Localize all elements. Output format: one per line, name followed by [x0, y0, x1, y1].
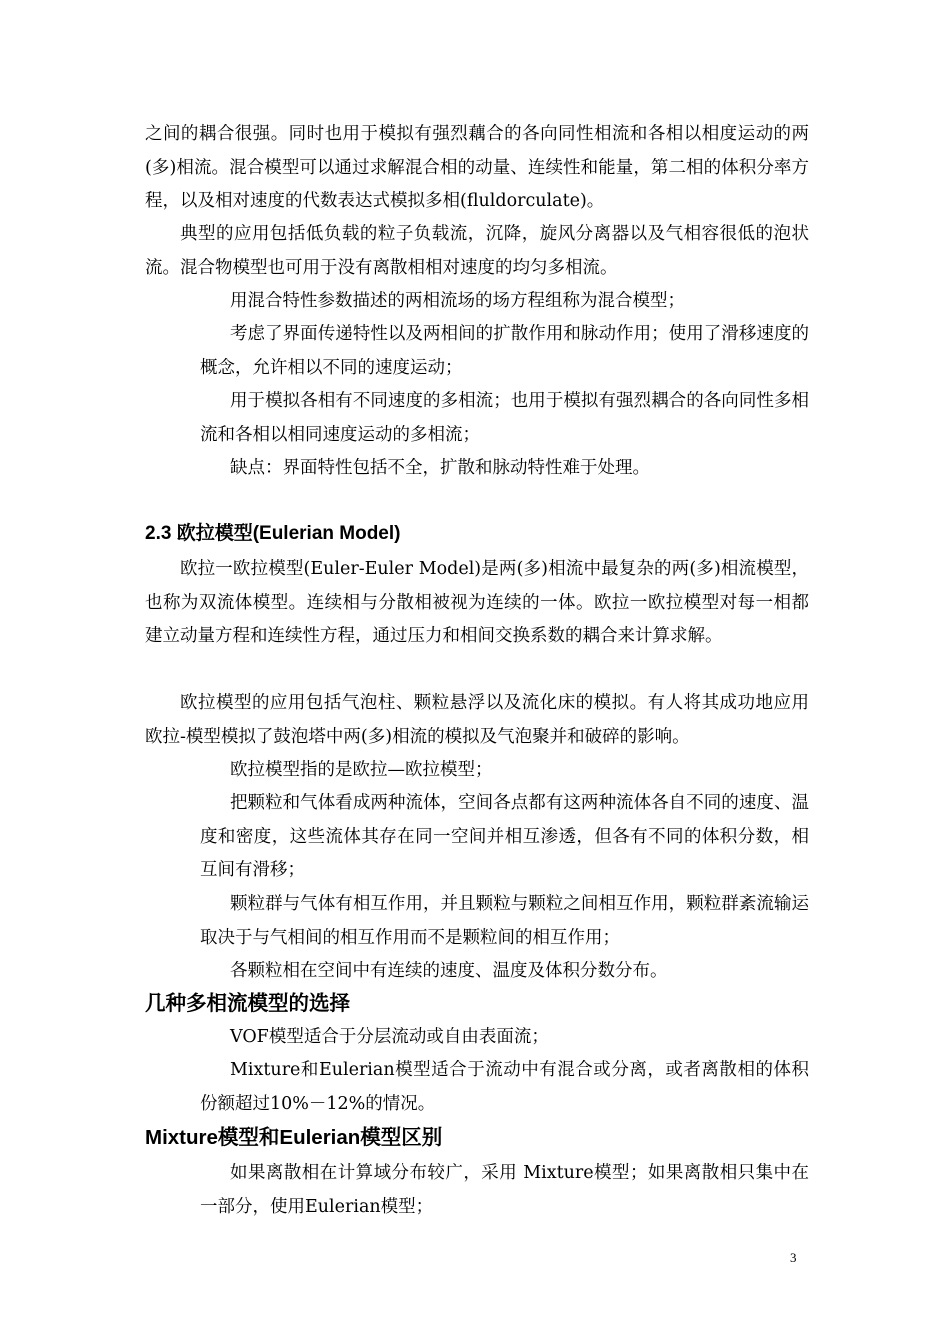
eulerian-heading: 2.3 欧拉模型(Eulerian Model): [145, 523, 401, 544]
mixture-vs-eulerian-heading: Mixture模型和Eulerian模型区别: [145, 1126, 443, 1149]
mixture-bullet-2: 考虑了界面传递特性以及两相间的扩散作用和脉动作用；使用了滑移速度的概念，允许相以不同的速度运动；: [200, 324, 809, 378]
eulerian-bullet-2: 把颗粒和气体看成两种流体，空间各点都有这两种流体各自不同的速度、温度和密度，这些流体其存在同一空间并相互渗透，但各有不同的体积分数，相互间有滑移；: [200, 793, 809, 880]
eulerian-paragraph-1: 欧拉一欧拉模型(Euler-Euler Model)是两(多)相流中最复杂的两(多)相流模型，也称为双流体模型。连续相与分散相被视为连续的一体。欧拉一欧拉模型对每一相都建立动量方程和连续性方程，通过压力和相间交换系数的耦合来计算求解。: [145, 559, 809, 646]
eulerian-paragraph-2: 欧拉模型的应用包括气泡柱、颗粒悬浮以及流化床的模拟。有人将其成功地应用欧拉-模型模拟了鼓泡塔中两(多)相流的模拟及气泡聚并和破碎的影响。: [145, 693, 809, 747]
mixture-bullet-1: 用混合特性参数描述的两相流场的场方程组称为混合模型；: [230, 291, 685, 311]
mixture-paragraph-1: 之间的耦合很强。同时也用于模拟有强烈藕合的各向同性相流和各相以相度运动的两(多)相流。混合模型可以通过求解混合相的动量、连续性和能量，第二相的体积分率方程，以及相对速度的代数表达式模拟多相(fluldorculate)。: [145, 124, 809, 211]
mixture-bullet-3: 用于模拟各相有不同速度的多相流；也用于模拟有强烈耦合的各向同性多相流和各相以相同速度运动的多相流；: [200, 391, 809, 445]
model-choice-heading: 几种多相流模型的选择: [145, 992, 350, 1015]
mixture-bullet-4: 缺点：界面特性包括不全，扩散和脉动特性难于处理。: [230, 458, 650, 478]
page-number: 3: [790, 1250, 797, 1265]
eulerian-bullet-4: 各颗粒相在空间中有连续的速度、温度及体积分数分布。: [230, 961, 668, 981]
eulerian-bullet-1: 欧拉模型指的是欧拉—欧拉模型；: [230, 760, 493, 780]
choice-bullet-2: Mixture和Eulerian模型适合于流动中有混合或分离，或者离散相的体积份额超过10%－12%的情况。: [200, 1060, 809, 1114]
diff-bullet-1: 如果离散相在计算域分布较广，采用 Mixture模型；如果离散相只集中在一部分，使用Eulerian模型；: [200, 1163, 809, 1217]
eulerian-bullet-3: 颗粒群与气体有相互作用，并且颗粒与颗粒之间相互作用，颗粒群紊流输运取决于与气相间的相互作用而不是颗粒间的相互作用；: [200, 894, 809, 948]
mixture-paragraph-2: 典型的应用包括低负载的粒子负载流，沉降，旋风分离器以及气相容很低的泡状流。混合物模型也可用于没有离散相相对速度的均匀多相流。: [145, 224, 809, 278]
choice-bullet-1: VOF模型适合于分层流动或自由表面流；: [230, 1027, 549, 1047]
